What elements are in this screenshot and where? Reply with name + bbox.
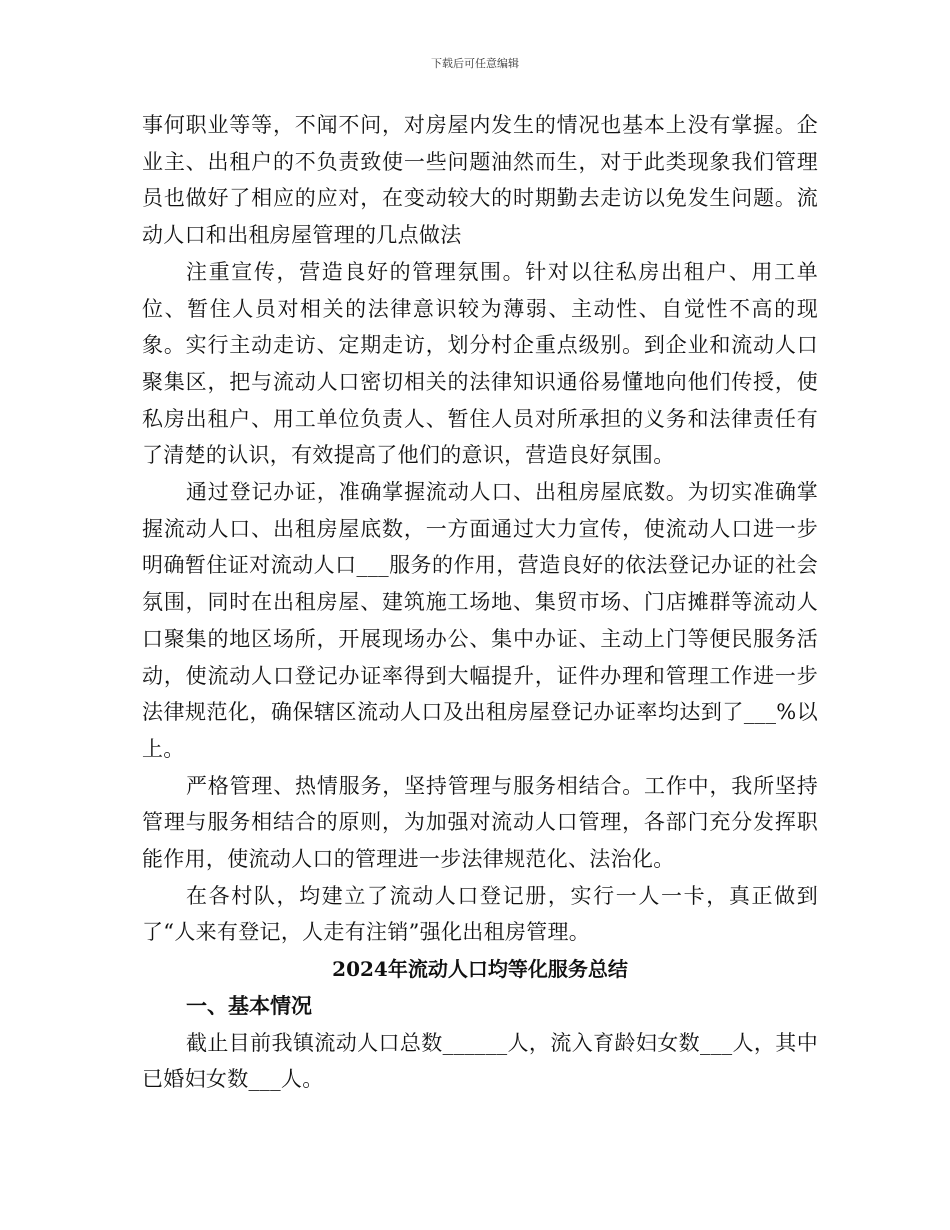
header-note: 下载后可任意编辑 <box>431 57 519 70</box>
paragraph-village-register: 在各村队，均建立了流动人口登记册，实行一人一卡，真正做到了“人来有登记，人走有注销”强化出租房管理。 <box>142 883 818 945</box>
section-heading: 一、基本情况 <box>186 992 312 1018</box>
paragraph-basic-situation: 截止目前我镇流动人口总数______人，流入育龄妇女数___人，其中已婚妇女数___人。 <box>142 1030 818 1092</box>
document-body <box>142 107 818 1098</box>
paragraph-registration: 通过登记办证，准确掌握流动人口、出租房屋底数。为切实准确掌握流动人口、出租房屋底数，一方面通过大力宣传，使流动人口进一步明确暂住证对流动人口___服务的作用，营造良好的依法登记办证的社会氛围，同时在出租房屋、建筑施工场地、集贸市场、门店摊群等流动人口聚集的地区场所，开展现场办公、集中办证、主动上门等便民服务活动，使流动人口登记办证率得到大幅提升，证件办理和管理工作进一步法律规范化，确保辖区流动人口及出租房屋登记办证率均达到了___%以上。 <box>142 480 818 761</box>
paragraph-management: 严格管理、热情服务，坚持管理与服务相结合。工作中，我所坚持管理与服务相结合的原则，为加强对流动人口管理，各部门充分发挥职能作用，使流动人口的管理进一步法律规范化、法治化。 <box>142 773 818 872</box>
paragraph-publicity: 注重宣传，营造良好的管理氛围。针对以往私房出租户、用工单位、暂住人员对相关的法律意识较为薄弱、主动性、自觉性不高的现象。实行主动走访、定期走访，划分村企重点级别。到企业和流动人口聚集区，把与流动人口密切相关的法律知识通俗易懂地向他们传授，使私房出租户、用工单位负责人、暂住人员对所承担的义务和法律责任有了清楚的认识，有效提高了他们的意识，营造良好氛围。 <box>142 259 818 468</box>
paragraph-continuation: 事何职业等等，不闻不问，对房屋内发生的情况也基本上没有掌握。企业主、出租户的不负责致使一些问题油然而生，对于此类现象我们管理员也做好了相应的应对，在变动较大的时期勤去走访以免发生问题。流动人口和出租房屋管理的几点做法 <box>142 113 818 248</box>
section-title: 2024年流动人口均等化服务总结 <box>332 957 628 982</box>
